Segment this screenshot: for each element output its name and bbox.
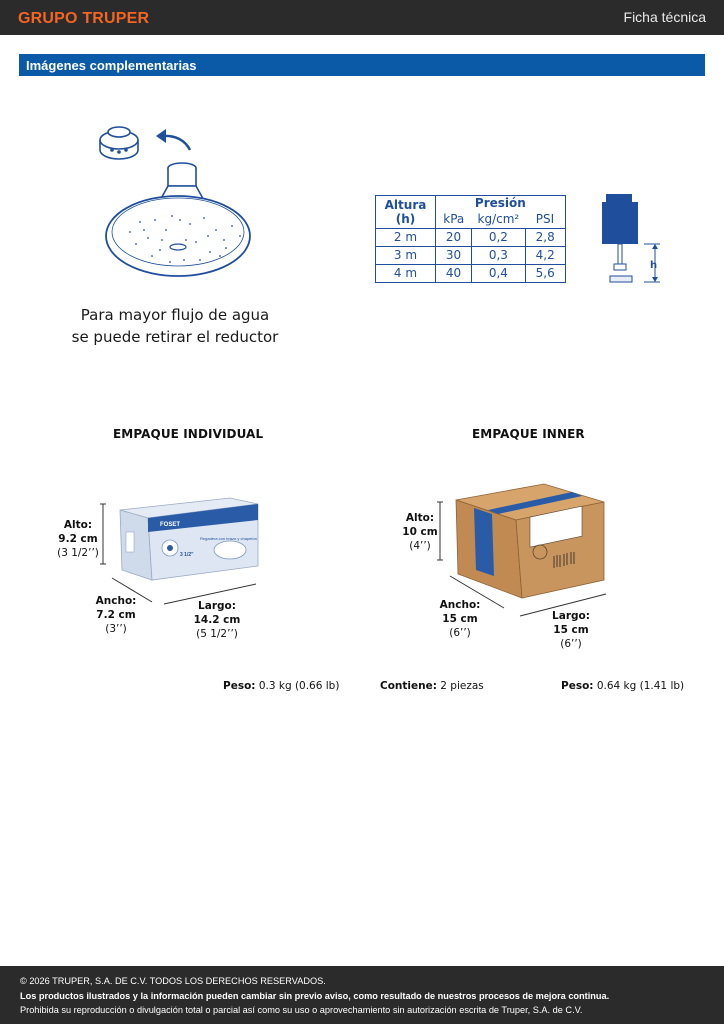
footer <box>0 966 724 1024</box>
table-row <box>376 246 566 264</box>
inner-largo: Largo: 15 cm (6’’) <box>552 610 590 650</box>
cell-psi: 2,8 <box>525 228 565 246</box>
caption-line-2: se puede retirar el reductor <box>71 328 279 346</box>
individual-alto: Alto: 9.2 cm (3 1/2’’) <box>57 519 99 559</box>
showerhead-illustration <box>100 120 260 285</box>
inner-ancho: Ancho: 15 cm (6’’) <box>439 599 481 639</box>
box-size-label: 3 1/2" <box>180 552 194 558</box>
pressure-table <box>375 195 566 283</box>
cell-kpa: 20 <box>436 228 472 246</box>
inner-weight: Peso: 0.64 kg (1.41 lb) <box>561 680 685 692</box>
height-label: h <box>650 260 658 271</box>
box-product-name: Regadera con brazo y chapetón <box>200 536 257 541</box>
cell-kgcm2: 0,3 <box>472 246 526 264</box>
table-header-height: Altura (h) <box>376 196 436 229</box>
inner-contents: Contiene: 2 piezas <box>380 680 484 692</box>
cell-height: 2 m <box>376 228 436 246</box>
individual-package-title: EMPAQUE INDIVIDUAL <box>113 427 264 441</box>
top-header-bar <box>0 0 724 35</box>
footer-copyright: © 2026 TRUPER, S.A. DE C.V. TODOS LOS DERECHOS RESERVADOS. <box>20 976 326 986</box>
individual-ancho: Ancho: 7.2 cm (3’’) <box>95 595 137 635</box>
cell-kgcm2: 0,4 <box>472 264 526 282</box>
box-brand: FOSET <box>160 522 181 528</box>
cell-psi: 4,2 <box>525 246 565 264</box>
remove-arrow-icon <box>162 136 190 150</box>
water-tank-diagram <box>600 192 670 288</box>
unit-psi: PSI <box>525 210 565 228</box>
cell-kgcm2: 0,2 <box>472 228 526 246</box>
individual-weight: Peso: 0.3 kg (0.66 lb) <box>223 680 340 692</box>
footer-notice: Los productos ilustrados y la información pueden cambiar sin previo aviso, como resultado de nuestros procesos de mejora continua. <box>20 991 610 1001</box>
document-type-label: Ficha técnica <box>623 9 706 25</box>
inner-alto: Alto: 10 cm (4’’) <box>402 512 438 552</box>
brand-logo: GRUPO TRUPER <box>18 10 150 27</box>
individual-largo: Largo: 14.2 cm (5 1/2’’) <box>193 600 241 640</box>
table-row <box>376 228 566 246</box>
inner-package-title: EMPAQUE INNER <box>472 427 585 441</box>
cell-height: 4 m <box>376 264 436 282</box>
footer-prohibition: Prohibida su reproducción o divulgación total o parcial así como su uso o aprovechamiento sin autorización escrita de Truper, S.A. de C.V. <box>20 1005 583 1015</box>
unit-kpa: kPa <box>436 210 472 228</box>
cell-kpa: 40 <box>436 264 472 282</box>
table-row <box>376 264 566 282</box>
section-title: Imágenes complementarias <box>26 58 197 73</box>
table-header-pressure: Presión <box>436 196 566 211</box>
reducer-icon <box>100 127 138 159</box>
unit-kgcm2: kg/cm² <box>472 210 526 228</box>
caption-line-1: Para mayor flujo de agua <box>80 306 270 324</box>
showerhead-caption <box>60 304 290 348</box>
cell-psi: 5,6 <box>525 264 565 282</box>
cell-kpa: 30 <box>436 246 472 264</box>
showerhead-face <box>106 196 250 276</box>
cell-height: 3 m <box>376 246 436 264</box>
section-header <box>19 54 705 76</box>
individual-box-illustration <box>100 492 270 602</box>
